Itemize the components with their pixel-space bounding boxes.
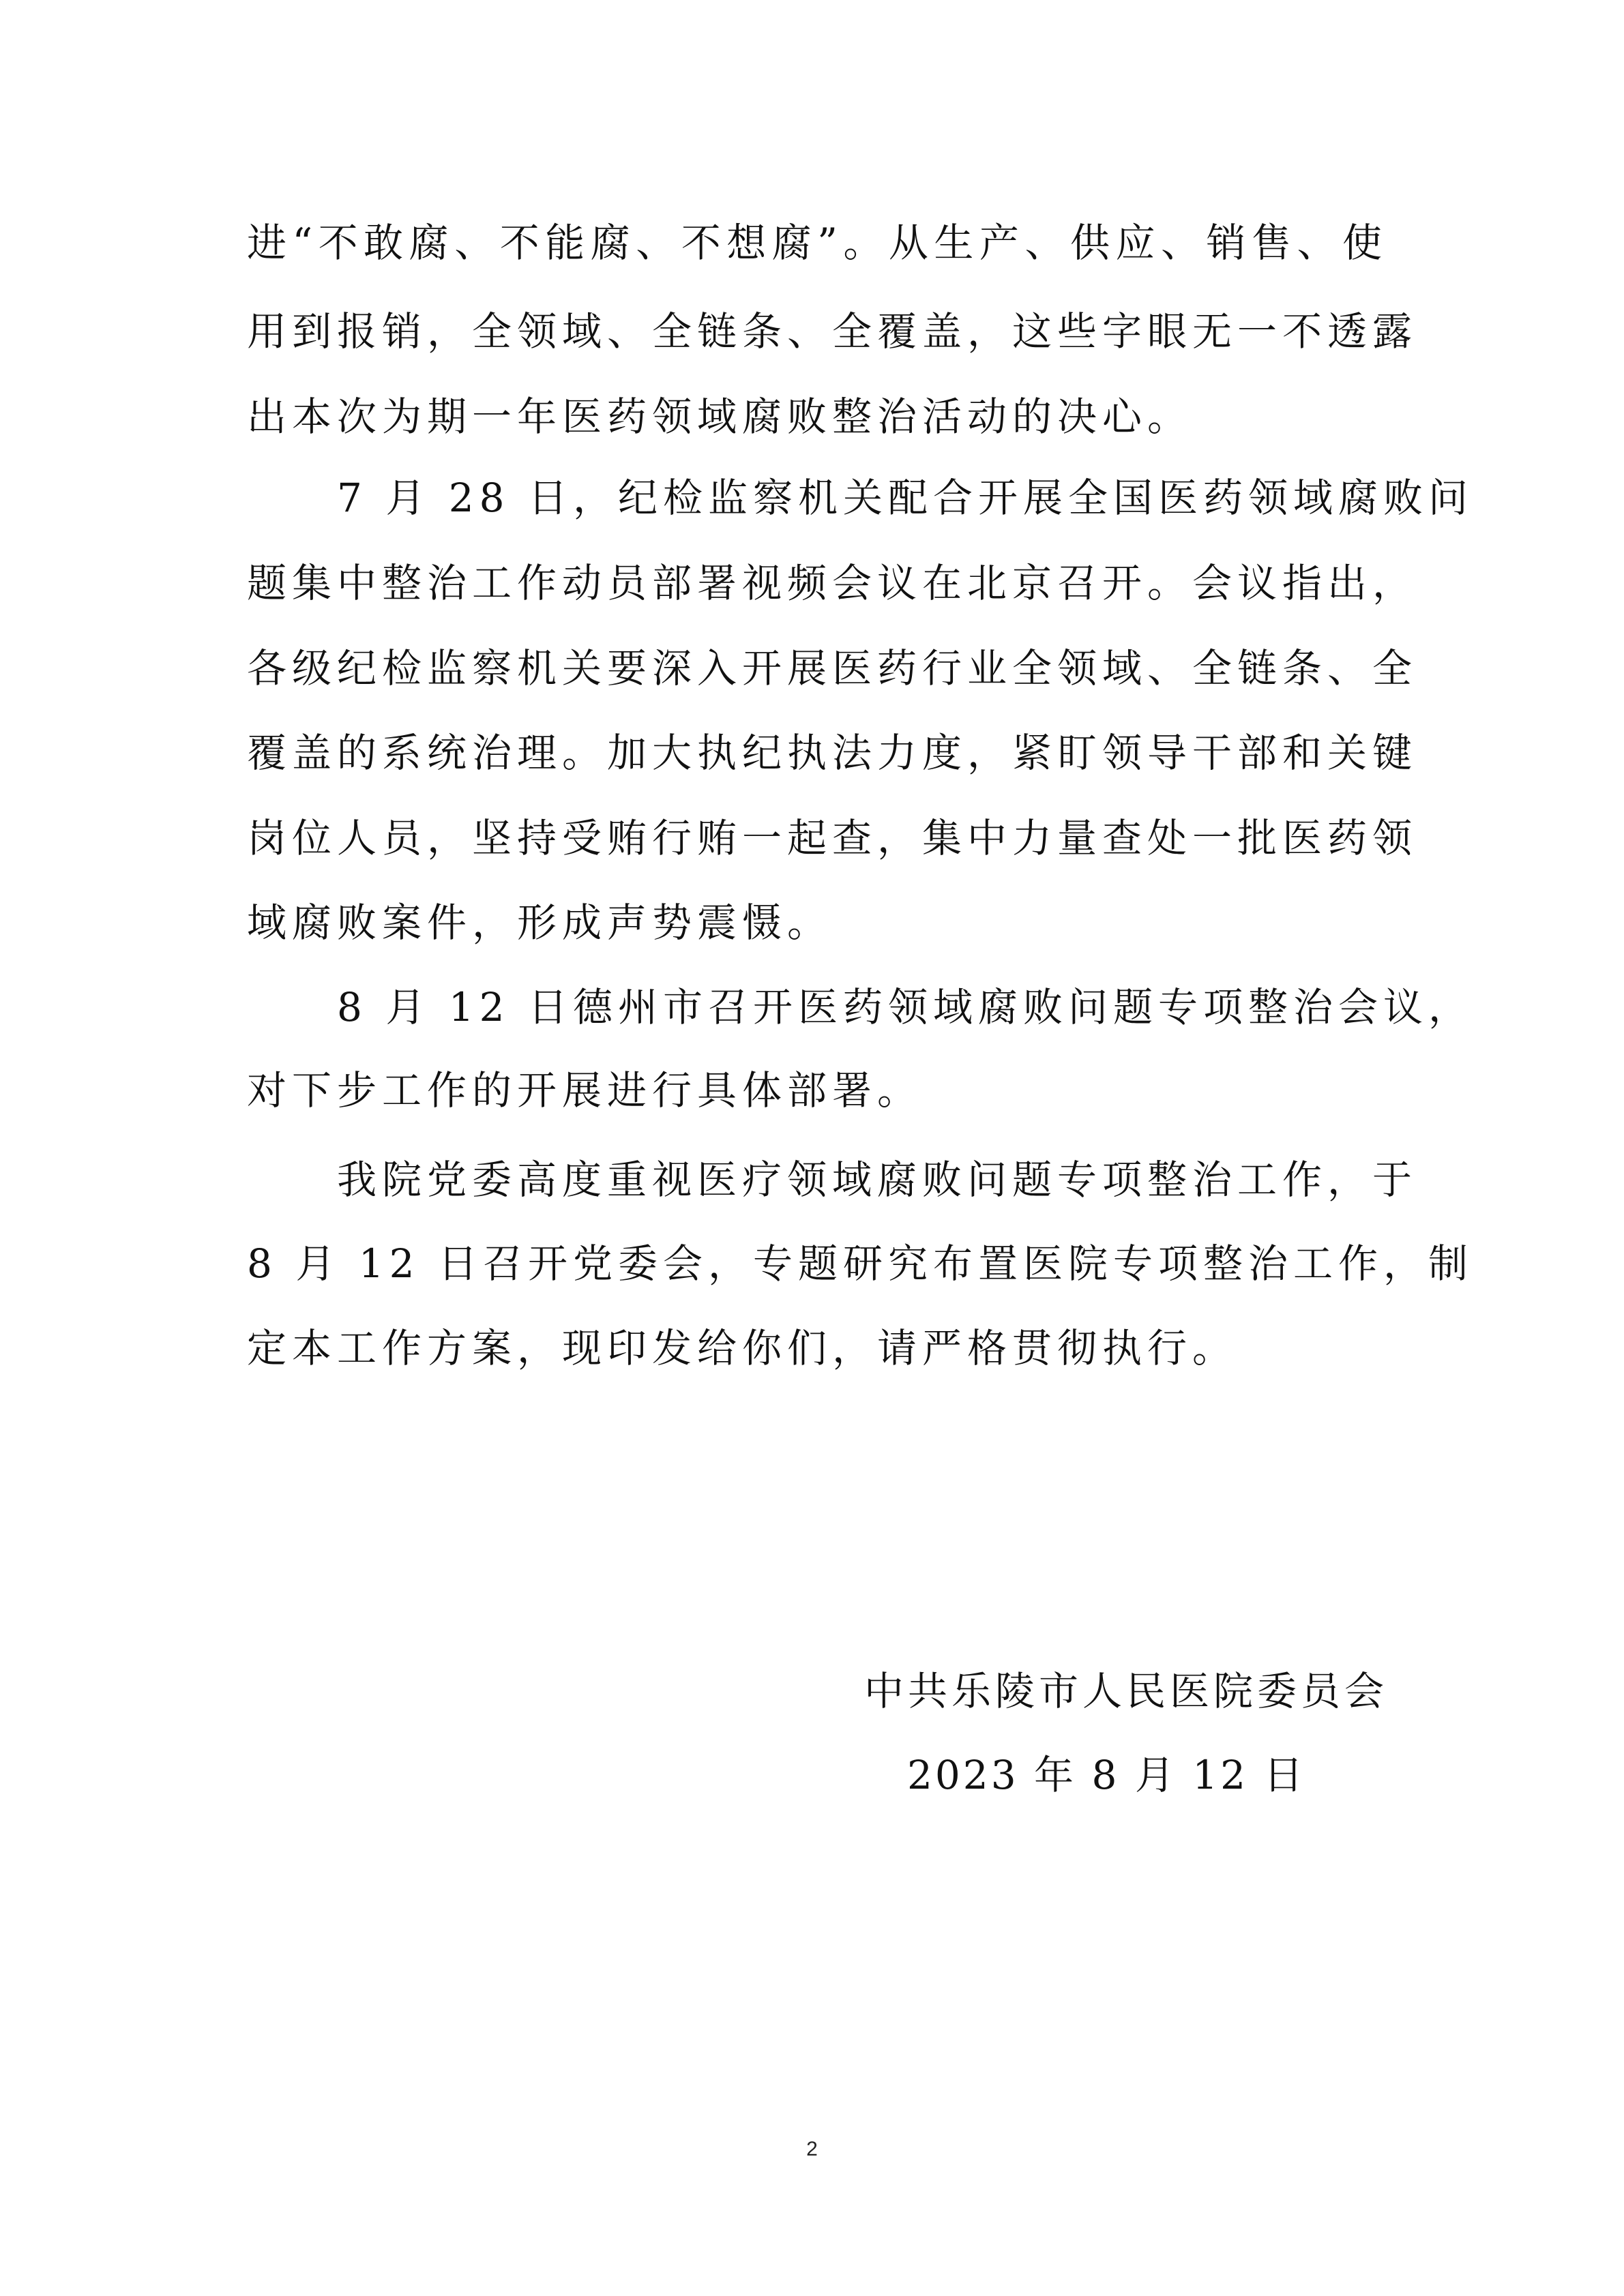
body-text-line: 题集中整治工作动员部署视频会议在北京召开。会议指出， bbox=[247, 560, 1418, 606]
body-text-line: 域腐败案件，形成声势震慑。 bbox=[247, 899, 833, 946]
signature-date: 2023 年 8 月 12 日 bbox=[907, 1752, 1306, 1798]
body-text-line: 定本工作方案，现印发给你们，请严格贯彻执行。 bbox=[247, 1325, 1238, 1371]
body-text-line: 岗位人员，坚持受贿行贿一起查，集中力量查处一批医药领 bbox=[247, 815, 1418, 861]
body-text-line: 覆盖的系统治理。加大执纪执法力度，紧盯领导干部和关键 bbox=[247, 730, 1418, 776]
body-text-line: 各级纪检监察机关要深入开展医药行业全领域、全链条、全 bbox=[247, 645, 1418, 691]
body-text-line: 进“不敢腐、不能腐、不想腐”。从生产、供应、销售、使 bbox=[247, 220, 1387, 266]
body-text-line: 对下步工作的开展进行具体部署。 bbox=[247, 1067, 923, 1114]
body-text-line: 出本次为期一年医药领域腐败整治活动的决心。 bbox=[247, 393, 1193, 440]
body-text-line: 我院党委高度重视医疗领域腐败问题专项整治工作，于 bbox=[247, 1157, 1418, 1203]
body-text-line: 7 月 28 日，纪检监察机关配合开展全国医药领域腐败问 bbox=[247, 475, 1474, 521]
body-text-line: 用到报销，全领域、全链条、全覆盖，这些字眼无一不透露 bbox=[247, 308, 1418, 355]
signature-organization: 中共乐陵市人民医院委员会 bbox=[863, 1668, 1388, 1714]
body-text-line: 8 月 12 日德州市召开医药领域腐败问题专项整治会议， bbox=[247, 984, 1474, 1030]
body-text-line: 8 月 12 日召开党委会，专题研究布置医院专项整治工作，制 bbox=[247, 1240, 1474, 1287]
page-number: 2 bbox=[806, 2138, 818, 2160]
